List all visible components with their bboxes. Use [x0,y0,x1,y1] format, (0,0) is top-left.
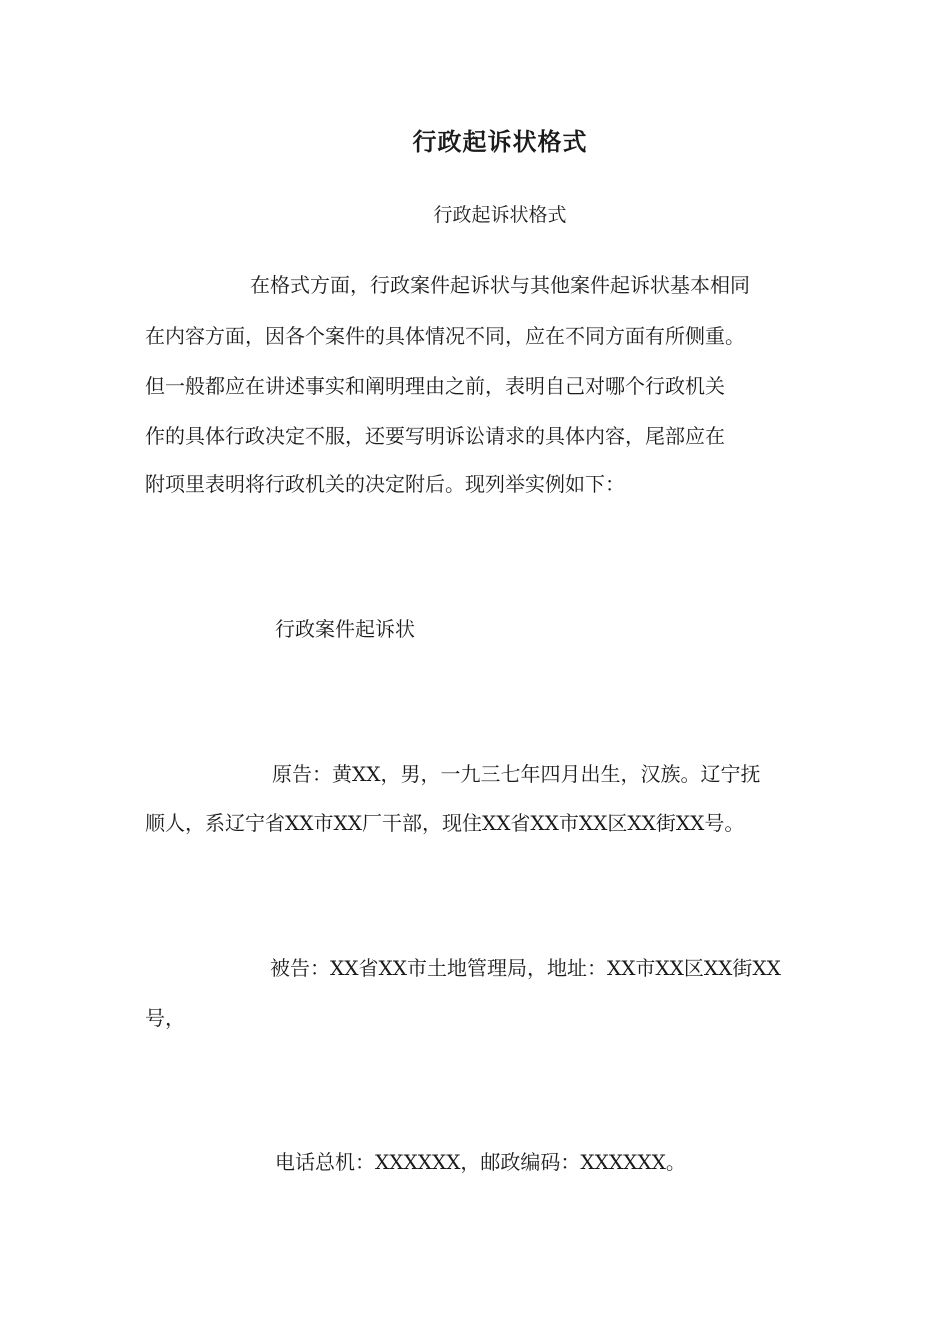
intro-line: 作的具体行政决定不服，还要写明诉讼请求的具体内容，尾部应在 [145,424,725,448]
document-subtitle: 行政起诉状格式 [433,204,567,226]
contact-line: 电话总机：XXXXXX，邮政编码：XXXXXX。 [275,1150,686,1174]
intro-line: 在内容方面，因各个案件的具体情况不同，应在不同方面有所侧重。 [145,324,745,348]
plaintiff-line: 顺人，系辽宁省XX市XX厂干部，现住XX省XX市XX区XX街XX号。 [145,811,745,835]
defendant-line: 被告：XX省XX市土地管理局，地址：XX市XX区XX街XX [270,956,781,980]
plaintiff-line: 原告：黄XX，男，一九三七年四月出生，汉族。辽宁抚 [272,762,761,786]
intro-line: 但一般都应在讲述事实和阐明理由之前，表明自己对哪个行政机关 [145,374,725,398]
document-title: 行政起诉状格式 [412,127,588,156]
example-heading: 行政案件起诉状 [275,617,415,641]
defendant-line: 号， [145,1006,185,1030]
intro-line: 在格式方面，行政案件起诉状与其他案件起诉状基本相同 [250,273,750,297]
intro-line: 附项里表明将行政机关的决定附后。现列举实例如下： [145,472,625,496]
